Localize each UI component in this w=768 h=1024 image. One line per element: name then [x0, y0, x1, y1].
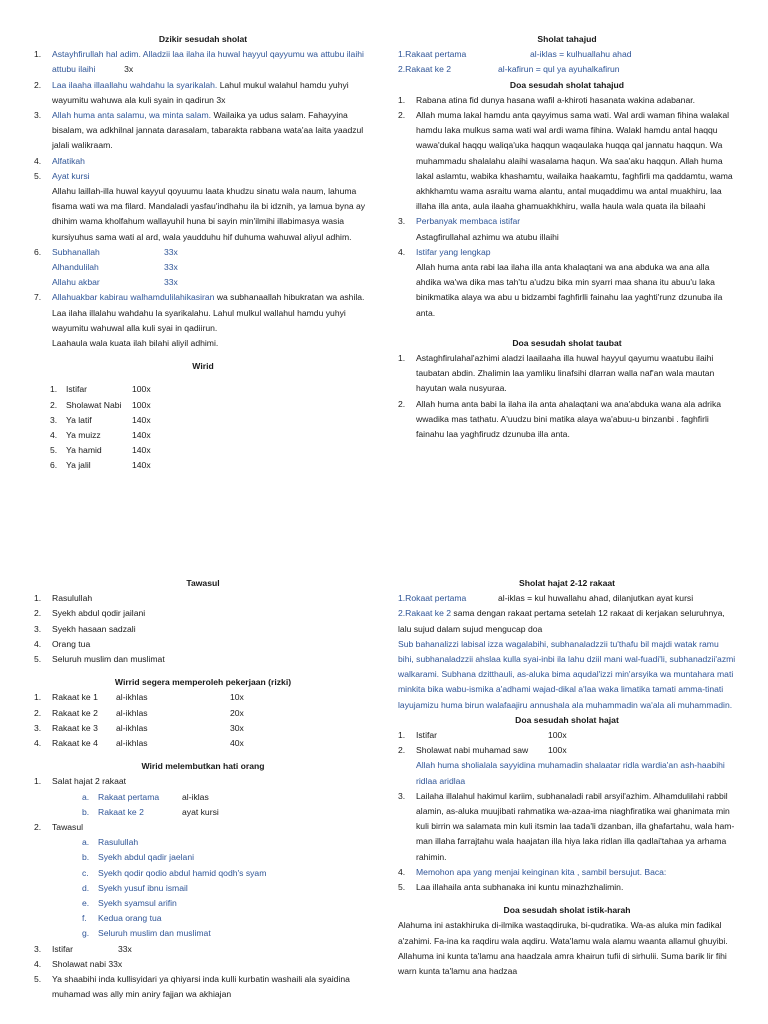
list-item: 2. Syekh abdul qodir jailani — [34, 606, 372, 621]
lembut-title: Wirid melembutkan hati orang — [141, 761, 265, 772]
taubat-list — [398, 351, 736, 442]
istikharah-title: Doa sesudah sholat istik-harah — [503, 905, 631, 916]
dzikir-list — [34, 47, 372, 351]
list-item: 5. Laa illahaila anta subhanaka ini kuntu minazhzhalimin. — [398, 880, 736, 895]
dzikir-section — [34, 32, 372, 474]
doa-list — [398, 93, 736, 321]
list-item: 2. Allah muma lakal hamdu anta qayyimus sama wati. Wal ardi waman fihina walakal hamdu laka mulkus sama wati wal ardi wama fihina. Walakl hamdu antal haqqu wawa'dukal haqqu waliqa'uka haqqun waqaulaka huqqa qal jannatu haqqun. Wa muhammadu shalalahu alaihi wasalama haqun. Wa saa'aku haqqun. Allah huma lakal aslamtu, wabika khashamtu, wailaika haakamtu, faghfirli ma qaddamtu, wama akhkhamtu wama asraitu wama alantu, antal muqaddimu wa antal muakhiru, laa illaha illa anta, aula ilaaha ghamuakhkhiru, walla haula wala quata ila bilaahi — [398, 108, 736, 214]
list-item: 2. Tawasul a. Rasulullah b. Syekh abdul qadir jaelani c. Syekh qodir qodio abdul hamid qodh's syam d. Syekh yusuf ibnu ismail e. Syekh syamsul arifin f. Kedua orang tua g. Seluruh muslim dan muslimat — [34, 820, 372, 942]
section-title: Sholat hajat 2-12 rakaat — [518, 578, 615, 588]
hajat-section — [398, 576, 736, 979]
lembut-list — [34, 774, 372, 1002]
list-item: 4. Orang tua — [34, 637, 372, 652]
list-item: 4. Memohon apa yang menjai keinginan kita , sambil bersujut. Baca: — [398, 865, 736, 880]
list-item: 1. Rakaat ke 1 al-ikhlas 10x — [34, 692, 244, 703]
rakaat-row: 1.Rokaat pertama al-iklas = kul huwallahu ahad, dilanjutkan ayat kursi — [398, 593, 694, 604]
taubat-title: Doa sesudah sholat taubat — [512, 337, 622, 348]
list-item: 3. Ya latif 140x — [50, 414, 151, 425]
list-item: 1. Salat hajat 2 rakaat a. Rakaat pertama al-iklas b. Rakaat ke 2 ayat kursi — [34, 774, 372, 820]
rakaat-row: 1.Rakaat pertama al-iklas = kulhuallahu ahad — [398, 49, 632, 60]
list-item: 1. Istifar 100x — [398, 728, 736, 743]
rakaat-row: 2.Rakaat ke 2 sama dengan rakaat pertama setelah 12 rakaat di kerjakan seluruhnya, lalu sujud dalam sujud mengucap doa — [398, 608, 725, 634]
list-item: 3. Syekh hasaan sadzali — [34, 622, 372, 637]
list-item: 4. Rakaat ke 4 al-ikhlas 40x — [34, 738, 244, 749]
list-item: 1. Istifar 100x — [50, 384, 151, 395]
section-title: Dzikir sesudah sholat — [158, 34, 248, 44]
doa-title: Doa sesudah sholat tahajud — [509, 79, 625, 90]
list-item: 2. Sholawat nabi muhamad saw 100x Allah huma sholialala sayyidina muhamadin shalaatar ridla wardia'an ash-haabihi ridlaa aridlaa — [398, 743, 736, 789]
list-item: 3. Istifar 33x — [34, 942, 372, 957]
list-item: 3. Rakaat ke 3 al-ikhlas 30x — [34, 722, 244, 733]
list-item: 4. Alfatikah — [34, 154, 372, 169]
list-item: 1. Astaghfirulahal'azhimi aladzi laailaaha illa huwal hayyul qayumu waatubu ilaihi taubatan abdin. Zhalimin laa yamliku linafsihi dlarran walla naf'an wala mautan hayutan wala nusyuraa. — [398, 351, 736, 397]
list-item: 2. Rakaat ke 2 al-ikhlas 20x — [34, 707, 244, 718]
list-item: 2. Allah huma anta babi la ilaha ila anta ahalaqtani wa ana'abduka wana ala adrika wwadika mas tathatu. A'uudzu bini matika alaya wa'abuu-u binzanbi . faghfirli fainahu laa yaghfirudz dzunuba illa anta. — [398, 397, 736, 443]
list-item: 1. Astayhfirullah hal adim. Alladzii laa ilaha ila huwal hayyul qayyumu wa attubu ilaihi attubu ilaihi 3x — [34, 47, 372, 77]
tahajud-section — [398, 32, 736, 442]
list-item: 4. Ya muizz 140x — [50, 430, 151, 441]
list-item: 1. Rasulullah — [34, 591, 372, 606]
rizki-list — [34, 690, 372, 751]
list-item: 3. Allah huma anta salamu, wa minta salam. Wailaika ya udus salam. Fahayyina bisalam, wa adkhilnal jannata darasalam, tabarakta rabbana wata'aa laita yaadzul jalali walikraam. — [34, 108, 372, 154]
list-item: 3. Perbanyak membaca istifar Astagfirullahal azhimu wa atubu illaihi — [398, 214, 736, 244]
list-item: 5. Ayat kursi Allahu laillah-illa huwal kayyul qoyuumu laata khudzu sinatu wala naum, lahuma fisama wati wa ma filard. Mandaladi yasfau'indhahu ila bi idznih, ya lamua byna ay dhihim wama kholfahum wallayuhil huna bi sayin min'ilmihi illabimasya wasia kursiyuhus sama wati al ard, wala yaudduhu hif duhuma wahuwal aliyul adhim. — [34, 169, 372, 245]
list-item: 2. Sholawat Nabi 100x — [50, 399, 151, 410]
wirid-title: Wirid — [192, 361, 214, 372]
list-item: 3. Lailaha illalahul hakimul kariim, subhanaladi rabil arsyil'azhim. Alhamdulilahi rabbil alamin, as-aluka muujibati rahmatika wa-azaa-ima niaghfiratika wai ghanimata min kuli birrin wa salamata min kuli itsmin laa tada'li dzanban, illa ghafartahu, wala ham-man illaha farrajtahu wala haajatan illa hiya laka ridlan illa qadlai'tahaa ya arhama rahimin. — [398, 789, 736, 865]
list-item: 4. Istifar yang lengkap Allah huma anta rabi laa ilaha illa anta khalaqtani wa ana abduka wa ana alla ahdika wa'wa dika mas tah'tu a'udzu bika min syarri maa shana itu abuu'u laka binikmatika alaya wa abu u bidzambi faghfirlli fainahu laa yaghti'runz dzunuba ila anta. — [398, 245, 736, 321]
list-item: 5. Ya hamid 140x — [50, 445, 151, 456]
list-item: 1. Rabana atina fid dunya hasana wafil a-khiroti hasanata wakina adabanar. — [398, 93, 736, 108]
list-item: 6. Subhanallah 33x Alhandulilah 33x Allahu akbar 33x — [34, 245, 372, 291]
doa-title: Doa sesudah sholat hajat — [515, 714, 619, 725]
list-item: 7. Allahuakbar kabirau walhamdulilahikasiran wa subhanaallah hibukratan wa ashila. Laa ilaha illalahu wahdahu la syarikalahu. Lahul mulkul wallahul hamdu yuhyi wayumitu wahuwal alla kuli syai in qadiirun. Laahaula wala kuata ilah bilahi aliyil adhimi. — [34, 290, 372, 351]
tawasul-section — [34, 576, 372, 1002]
list-item: 5. Seluruh muslim dan muslimat — [34, 652, 372, 667]
istikharah-text: Alahuma ini astakhiruka di-ilmika wastaqdiruka, bi-qudratika. Wa-as aluka min fadikal a'zahimi. Fa-ina ka raqdiru wala aqdiru. Wata'lamu wala alamu waanta allamul ghuyibi. Allahuma ini kunta ta'lamu ana haadzala amra khairun tufii di sirhulii. Suma barik lir fihi warn kunta ta'lamu ana hadzaa — [398, 920, 728, 977]
rakaat-row: 2.Rakaat ke 2 al-kafirun = qul ya ayuhalkafirun — [398, 64, 620, 75]
section-title: Tawasul — [186, 578, 220, 588]
list-item: 5. Ya shaabihi inda kullisyidari ya qhiyarsi inda kulli kurbatin washaili ala syaidina muhamad was ally min aniry fajjan wa akhiajan — [34, 972, 372, 1002]
doa-text: Sub bahanalizzi labisal izza wagalabihi, subhanaladzzii tu'thafu bil majdi watak ramu bihi, subhanaladzzii ahslaa kulla syai-inbi ila lahu dziil mani wal-fuadi'li, subhanadzii'azmi walkarami. Subhana dzitthauli, as-aluka bima aqudal'izzi min'arsyika wa muntahara mati minkita bika wabu-ismika a'adhami wajad-dikal a'laa waka limatika tamati amma-tinati layujamizu huma birun walafaajiru annushala ala muhammadin wa'ala ali muhammadin. — [398, 638, 736, 710]
wirid-list — [34, 382, 372, 473]
hajat-doa-list — [398, 728, 736, 895]
list-item: 6. Ya jalil 140x — [50, 460, 151, 471]
list-item: 2. Laa ilaaha illaallahu wahdahu la syarikalah. Lahul mukul walahul hamdu yuhyi wayumitu wahuwa ala kuli syain in qadirun 3x — [34, 78, 372, 108]
rizki-title: Wirrid segera memperoleh pekerjaan (rizki) — [114, 677, 292, 688]
tawasul-list — [34, 591, 372, 667]
list-item: 4. Sholawat nabi 33x — [34, 957, 372, 972]
section-title: Sholat tahajud — [537, 34, 597, 44]
